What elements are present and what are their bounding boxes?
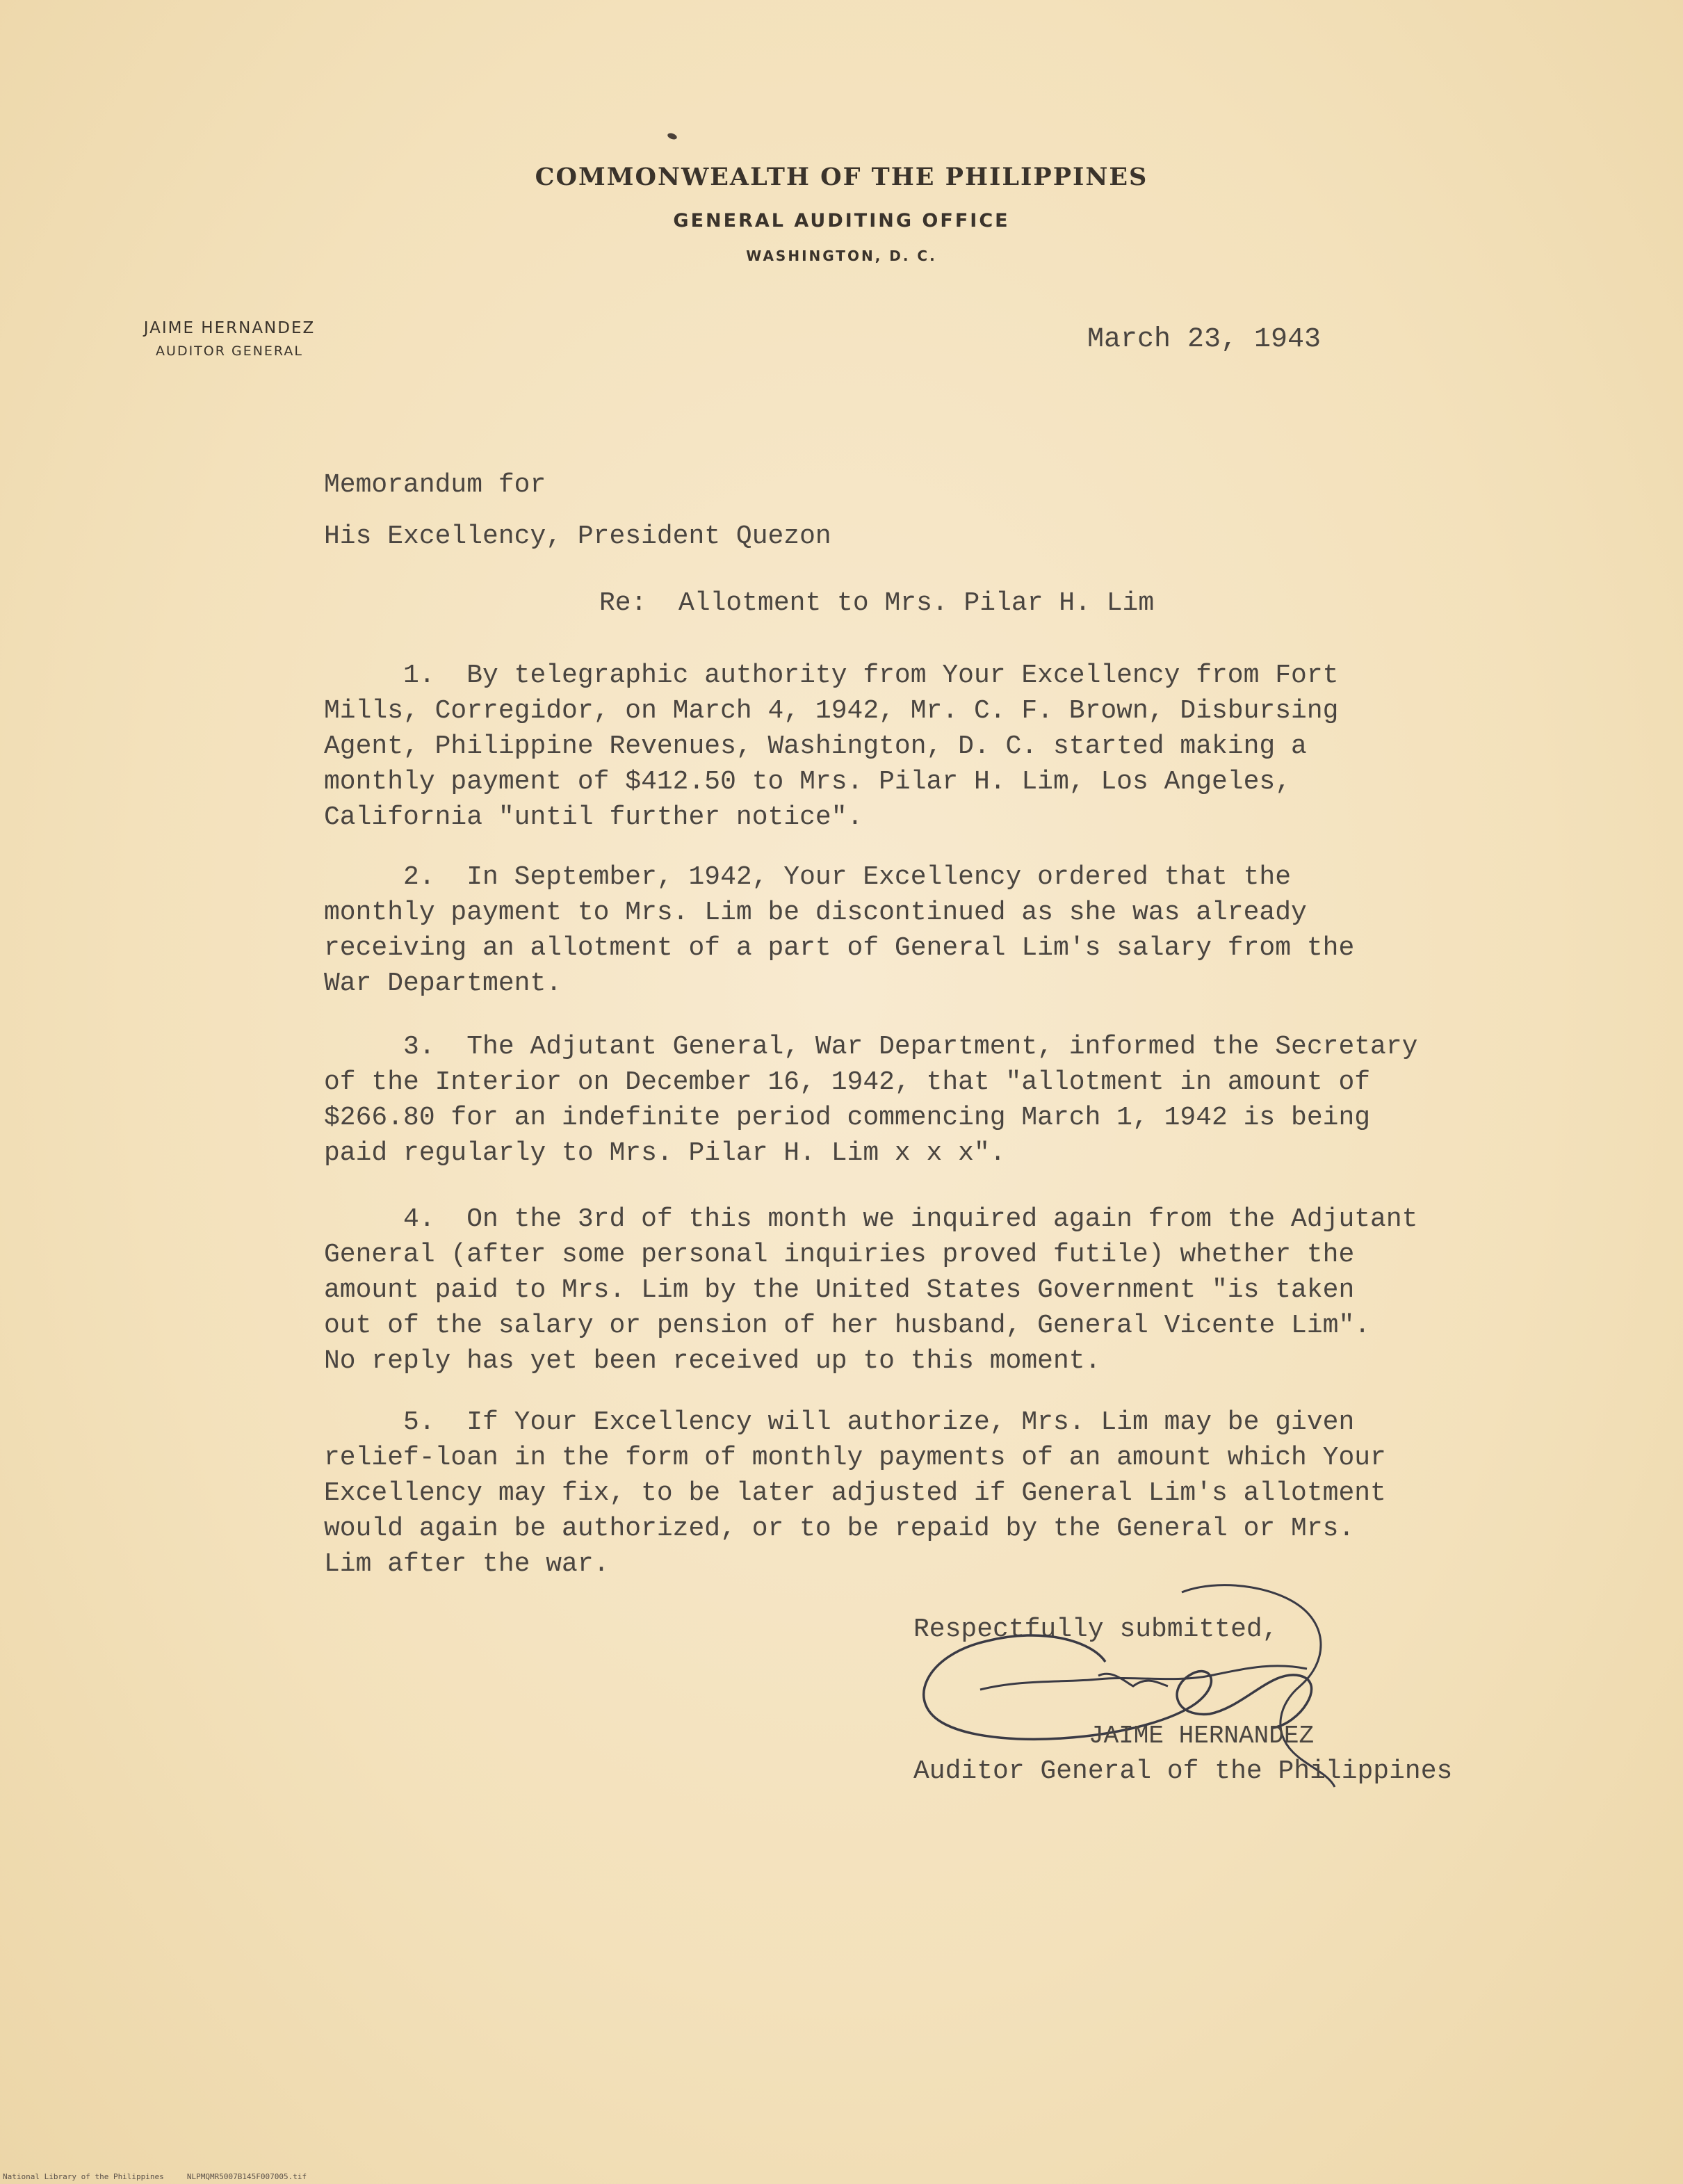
letterhead-title: COMMONWEALTH OF THE PHILIPPINES (535, 163, 1148, 191)
archive-footer: National Library of the Philippines NLPMQMR5007B145F007005.tif (3, 2172, 307, 2181)
memo-header: Memorandum for (324, 470, 546, 500)
letterhead-office: GENERAL AUDITING OFFICE (673, 210, 1010, 232)
memo-date: March 23, 1943 (1087, 324, 1322, 355)
signer-name: JAIME HERNANDEZ (1089, 1722, 1315, 1750)
sender-name: JAIME HERNANDEZ (143, 319, 316, 337)
paragraph-1: 1. By telegraphic authority from Your Excellency from Fort Mills, Corregidor, on March 4, 1942, Mr. C. F. Brown, Disbursing Agent, Philippine Revenues, Washington, D. C. started making a monthly payment of $412.50 to Mrs. Pilar H. Lim, Los Angeles, California "until further notice". (324, 661, 1339, 832)
memo-addressee: His Excellency, President Quezon (324, 521, 831, 551)
paragraph-2: 2. In September, 1942, Your Excellency ordered that the monthly payment to Mrs. Lim be discontinued as she was already receiving an allotment of a part of General Lim's salary from the War Department. (324, 862, 1355, 998)
paragraph-5: 5. If Your Excellency will authorize, Mrs. Lim may be given relief-loan in the form of monthly payments of an amount which Your Excellency may fix, to be later adjusted if General Lim's allotment would again be authorized, or to be repaid by the General or Mrs. Lim after the war. (324, 1407, 1386, 1579)
closing-salutation: Respectfully submitted, (913, 1615, 1278, 1644)
signer-title: Auditor General of the Philippines (913, 1756, 1453, 1786)
letterhead-location: WASHINGTON, D. C. (746, 248, 937, 264)
paragraph-4: 4. On the 3rd of this month we inquired again from the Adjutant General (after some personal inquiries proved futile) whether the amount paid to Mrs. Lim by the United States Government "is taken out of the salary or pension of her husband, General Vicente Lim". No reply has yet been received up to this moment. (324, 1204, 1418, 1376)
paragraph-3: 3. The Adjutant General, War Department, informed the Secretary of the Interior on December 16, 1942, that "allotment in amount of $266.80 for an indefinite period commencing March 1, 1942 is being paid regularly to Mrs. Pilar H. Lim x x x". (324, 1032, 1418, 1168)
memo-subject: Re: Allotment to Mrs. Pilar H. Lim (599, 588, 1155, 618)
ink-mark (667, 132, 678, 140)
sender-title: AUDITOR GENERAL (156, 343, 303, 359)
